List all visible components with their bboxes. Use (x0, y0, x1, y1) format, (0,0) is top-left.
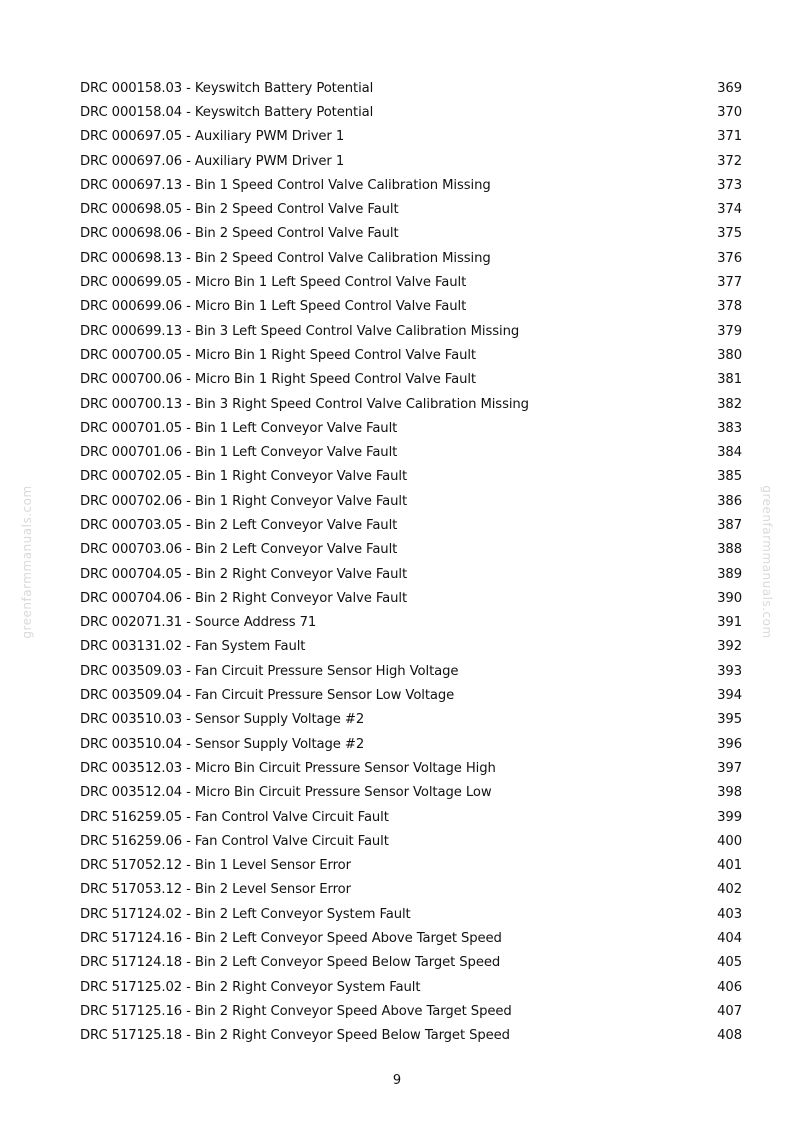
toc-entry[interactable] (80, 270, 742, 294)
toc-entry-page: 405 (717, 955, 742, 971)
toc-entry-page: 403 (717, 906, 742, 922)
toc-entry-title: DRC 517052.12 - Bin 1 Level Sensor Error (80, 858, 351, 874)
toc-entry-page: 385 (717, 469, 742, 485)
toc-entry[interactable] (80, 975, 742, 999)
toc-entry[interactable] (80, 854, 742, 878)
toc-entry-title: DRC 517124.16 - Bin 2 Left Conveyor Speed Above Target Speed (80, 931, 502, 947)
toc-entry[interactable] (80, 999, 742, 1023)
toc-entry-title: DRC 003509.04 - Fan Circuit Pressure Sensor Low Voltage (80, 688, 455, 704)
toc-entry-page: 391 (717, 615, 742, 631)
toc-entry-page: 386 (717, 493, 742, 509)
toc-entry[interactable] (80, 902, 742, 926)
toc-entry[interactable] (80, 926, 742, 950)
toc-entry-title: DRC 000700.06 - Micro Bin 1 Right Speed Control Valve Fault (80, 372, 476, 388)
toc-entry-page: 395 (717, 712, 742, 728)
toc-entry-title: DRC 000697.05 - Auxiliary PWM Driver 1 (80, 129, 345, 145)
toc-entry[interactable] (80, 76, 742, 100)
toc-entry-title: DRC 000697.06 - Auxiliary PWM Driver 1 (80, 153, 345, 169)
toc-entry-title: DRC 002071.31 - Source Address 71 (80, 615, 317, 631)
toc-entry[interactable] (80, 368, 742, 392)
toc-entry-page: 369 (717, 80, 742, 96)
toc-entry-title: DRC 003510.03 - Sensor Supply Voltage #2 (80, 712, 365, 728)
toc-entry-title: DRC 517125.16 - Bin 2 Right Conveyor Speed Above Target Speed (80, 1003, 512, 1019)
toc-entry-page: 383 (717, 420, 742, 436)
toc-entry[interactable] (80, 732, 742, 756)
toc-entry-title: DRC 516259.05 - Fan Control Valve Circuit Fault (80, 809, 389, 825)
toc-entry[interactable] (80, 611, 742, 635)
toc-entry-title: DRC 517125.02 - Bin 2 Right Conveyor System Fault (80, 979, 421, 995)
toc-entry-title: DRC 517124.02 - Bin 2 Left Conveyor System Fault (80, 906, 411, 922)
toc-entry[interactable] (80, 659, 742, 683)
toc-entry[interactable] (80, 392, 742, 416)
toc-entry[interactable] (80, 708, 742, 732)
toc-entry-page: 400 (717, 833, 742, 849)
toc-entry[interactable] (80, 781, 742, 805)
toc-entry[interactable] (80, 513, 742, 537)
toc-entry-title: DRC 000158.03 - Keyswitch Battery Potential (80, 80, 374, 96)
toc-entry-page: 370 (717, 104, 742, 120)
toc-entry[interactable] (80, 951, 742, 975)
toc-entry-page: 401 (717, 858, 742, 874)
toc-entry-page: 399 (717, 809, 742, 825)
toc-entry-title: DRC 000698.13 - Bin 2 Speed Control Valve Calibration Missing (80, 250, 491, 266)
toc-entry[interactable] (80, 805, 742, 829)
toc-entry-page: 382 (717, 396, 742, 412)
toc-entry[interactable] (80, 100, 742, 124)
toc-entry-title: DRC 000699.06 - Micro Bin 1 Left Speed Control Valve Fault (80, 299, 467, 315)
toc-entry-page: 394 (717, 688, 742, 704)
toc-entry-page: 390 (717, 590, 742, 606)
page-number: 9 (392, 1073, 402, 1088)
toc-entry[interactable] (80, 635, 742, 659)
toc-entry-page: 381 (717, 372, 742, 388)
toc-entry-page: 398 (717, 785, 742, 801)
watermark-right: greenfarmmanuals.com (760, 485, 774, 639)
toc-entry-title: DRC 517124.18 - Bin 2 Left Conveyor Speed Below Target Speed (80, 955, 501, 971)
toc-entry-title: DRC 003510.04 - Sensor Supply Voltage #2 (80, 736, 365, 752)
toc-entry-page: 402 (717, 882, 742, 898)
toc-entry-page: 392 (717, 639, 742, 655)
toc-entry-page: 389 (717, 566, 742, 582)
table-of-contents (80, 76, 742, 1048)
toc-entry-title: DRC 000700.13 - Bin 3 Right Speed Control Valve Calibration Missing (80, 396, 529, 412)
toc-entry-title: DRC 000701.05 - Bin 1 Left Conveyor Valve Fault (80, 420, 398, 436)
toc-entry-page: 396 (717, 736, 742, 752)
toc-entry-title: DRC 517125.18 - Bin 2 Right Conveyor Speed Below Target Speed (80, 1028, 510, 1044)
toc-entry-page: 372 (717, 153, 742, 169)
toc-entry-title: DRC 000703.06 - Bin 2 Left Conveyor Valve Fault (80, 542, 398, 558)
toc-entry-title: DRC 000704.05 - Bin 2 Right Conveyor Valve Fault (80, 566, 408, 582)
toc-entry-title: DRC 003509.03 - Fan Circuit Pressure Sensor High Voltage (80, 663, 459, 679)
toc-entry[interactable] (80, 173, 742, 197)
toc-entry-title: DRC 000701.06 - Bin 1 Left Conveyor Valve Fault (80, 445, 398, 461)
toc-entry-title: DRC 000699.05 - Micro Bin 1 Left Speed Control Valve Fault (80, 275, 467, 291)
toc-entry[interactable] (80, 683, 742, 707)
toc-entry-title: DRC 000702.06 - Bin 1 Right Conveyor Valve Fault (80, 493, 408, 509)
toc-entry-page: 404 (717, 931, 742, 947)
toc-entry[interactable] (80, 125, 742, 149)
toc-entry-page: 408 (717, 1028, 742, 1044)
toc-entry-title: DRC 000699.13 - Bin 3 Left Speed Control Valve Calibration Missing (80, 323, 520, 339)
toc-entry-page: 373 (717, 177, 742, 193)
toc-entry-title: DRC 000702.05 - Bin 1 Right Conveyor Valve Fault (80, 469, 408, 485)
toc-entry-page: 371 (717, 129, 742, 145)
toc-entry-title: DRC 000698.05 - Bin 2 Speed Control Valve Fault (80, 202, 399, 218)
toc-entry-page: 377 (717, 275, 742, 291)
toc-entry-page: 374 (717, 202, 742, 218)
toc-entry[interactable] (80, 465, 742, 489)
toc-entry[interactable] (80, 319, 742, 343)
toc-entry[interactable] (80, 1024, 742, 1048)
toc-entry-page: 387 (717, 517, 742, 533)
toc-entry-page: 406 (717, 979, 742, 995)
toc-entry[interactable] (80, 197, 742, 221)
toc-entry[interactable] (80, 149, 742, 173)
toc-entry-page: 378 (717, 299, 742, 315)
toc-entry-page: 379 (717, 323, 742, 339)
toc-entry[interactable] (80, 343, 742, 367)
toc-entry[interactable] (80, 440, 742, 464)
toc-entry-title: DRC 000700.05 - Micro Bin 1 Right Speed Control Valve Fault (80, 347, 476, 363)
toc-entry-title: DRC 003131.02 - Fan System Fault (80, 639, 306, 655)
toc-entry[interactable] (80, 562, 742, 586)
toc-entry-title: DRC 000704.06 - Bin 2 Right Conveyor Valve Fault (80, 590, 408, 606)
toc-entry-title: DRC 516259.06 - Fan Control Valve Circuit Fault (80, 833, 389, 849)
toc-entry[interactable] (80, 246, 742, 270)
toc-entry-page: 388 (717, 542, 742, 558)
toc-entry[interactable] (80, 756, 742, 780)
toc-entry-title: DRC 000158.04 - Keyswitch Battery Potential (80, 104, 374, 120)
toc-entry[interactable] (80, 878, 742, 902)
toc-entry-page: 397 (717, 760, 742, 776)
toc-entry-title: DRC 000697.13 - Bin 1 Speed Control Valve Calibration Missing (80, 177, 491, 193)
toc-entry-page: 393 (717, 663, 742, 679)
toc-entry-title: DRC 003512.03 - Micro Bin Circuit Pressure Sensor Voltage High (80, 760, 496, 776)
toc-entry-page: 380 (717, 347, 742, 363)
toc-entry-title: DRC 003512.04 - Micro Bin Circuit Pressure Sensor Voltage Low (80, 785, 492, 801)
toc-entry-title: DRC 000703.05 - Bin 2 Left Conveyor Valve Fault (80, 517, 398, 533)
toc-entry-page: 375 (717, 226, 742, 242)
toc-entry[interactable] (80, 295, 742, 319)
toc-entry-page: 407 (717, 1003, 742, 1019)
watermark-left: greenfarmmanuals.com (20, 485, 34, 639)
toc-entry[interactable] (80, 538, 742, 562)
toc-entry[interactable] (80, 222, 742, 246)
toc-entry-title: DRC 517053.12 - Bin 2 Level Sensor Error (80, 882, 351, 898)
toc-entry[interactable] (80, 829, 742, 853)
toc-entry-page: 376 (717, 250, 742, 266)
toc-entry[interactable] (80, 489, 742, 513)
toc-entry-page: 384 (717, 445, 742, 461)
toc-entry[interactable] (80, 416, 742, 440)
toc-entry[interactable] (80, 586, 742, 610)
toc-entry-title: DRC 000698.06 - Bin 2 Speed Control Valve Fault (80, 226, 399, 242)
